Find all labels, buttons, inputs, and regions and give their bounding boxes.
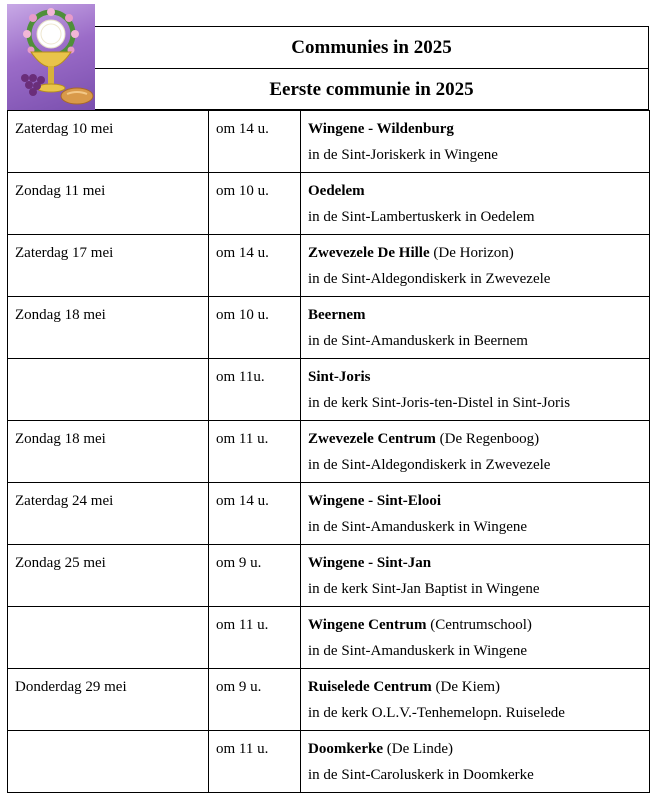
- date-cell: Zondag 18 mei: [8, 421, 209, 483]
- location-cell: [301, 669, 650, 731]
- location-cell: [301, 607, 650, 669]
- subtitle-row: [7, 69, 648, 111]
- place-name: Ruiselede Centrum: [308, 679, 432, 695]
- table-row: [8, 669, 650, 731]
- church-name: in de kerk O.L.V.-Tenhemelopn. Ruiselede: [308, 705, 565, 721]
- location-line: [308, 364, 642, 390]
- table-row: [8, 111, 650, 173]
- location-line: [308, 612, 642, 638]
- table-row: [8, 483, 650, 545]
- church-name: in de Sint-Amanduskerk in Wingene: [308, 643, 528, 659]
- place-name: Wingene - Sint-Jan: [308, 555, 432, 571]
- location-line: [308, 302, 642, 328]
- date-cell: Zondag 25 mei: [8, 545, 209, 607]
- place-name: Sint-Joris: [308, 369, 371, 385]
- place-note: (De Linde): [383, 741, 453, 757]
- time-cell: om 14 u.: [209, 235, 301, 297]
- place-note: (Centrumschool): [426, 617, 532, 633]
- date-cell: [8, 731, 209, 793]
- location-cell: [301, 359, 650, 421]
- date-cell: [8, 607, 209, 669]
- church-name: in de Sint-Amanduskerk in Beernem: [308, 333, 528, 349]
- table-row: [8, 545, 650, 607]
- church-name: in de Sint-Lambertuskerk in Oedelem: [308, 209, 535, 225]
- place-name: Wingene - Wildenburg: [308, 121, 454, 137]
- place-note: (De Regenboog): [435, 431, 540, 447]
- location-line: [308, 736, 642, 762]
- place-name: Doomkerke: [308, 741, 383, 757]
- location-line: [308, 488, 642, 514]
- location-line: [308, 178, 642, 204]
- place-note: (De Kiem): [431, 679, 501, 695]
- time-cell: om 9 u.: [209, 545, 301, 607]
- place-name: Wingene Centrum: [308, 617, 427, 633]
- church-name: in de Sint-Caroluskerk in Doomkerke: [308, 767, 534, 783]
- church-name: in de Sint-Amanduskerk in Wingene: [308, 519, 528, 535]
- place-name: Zwevezele De Hille: [308, 245, 430, 261]
- time-cell: om 10 u.: [209, 297, 301, 359]
- church-name: in de kerk Sint-Joris-ten-Distel in Sint-Joris: [308, 395, 571, 411]
- title-row: [95, 27, 648, 69]
- location-line: [308, 550, 642, 576]
- location-line: [308, 674, 642, 700]
- church-name: in de kerk Sint-Jan Baptist in Wingene: [308, 581, 540, 597]
- time-cell: om 14 u.: [209, 483, 301, 545]
- schedule-table: [7, 110, 650, 793]
- page-subtitle: Eerste communie in 2025: [269, 79, 474, 100]
- place-name: Beernem: [308, 307, 366, 323]
- location-line: [308, 426, 642, 452]
- location-cell: [301, 111, 650, 173]
- church-name: in de Sint-Aldegondiskerk in Zwevezele: [308, 457, 551, 473]
- page-title: Communies in 2025: [291, 36, 452, 58]
- location-line: [308, 116, 642, 142]
- date-cell: Zaterdag 10 mei: [8, 111, 209, 173]
- location-cell: [301, 235, 650, 297]
- time-cell: om 11 u.: [209, 607, 301, 669]
- location-cell: [301, 173, 650, 235]
- table-row: [8, 607, 650, 669]
- date-cell: Zaterdag 17 mei: [8, 235, 209, 297]
- date-cell: Zondag 11 mei: [8, 173, 209, 235]
- time-cell: om 11 u.: [209, 731, 301, 793]
- date-cell: Zaterdag 24 mei: [8, 483, 209, 545]
- table-row: [8, 235, 650, 297]
- date-cell: Zondag 18 mei: [8, 297, 209, 359]
- header: [95, 26, 649, 110]
- time-cell: om 14 u.: [209, 111, 301, 173]
- church-name: in de Sint-Aldegondiskerk in Zwevezele: [308, 271, 551, 287]
- time-cell: om 9 u.: [209, 669, 301, 731]
- date-cell: Donderdag 29 mei: [8, 669, 209, 731]
- table-row: [8, 421, 650, 483]
- place-name: Wingene - Sint-Elooi: [308, 493, 442, 509]
- date-cell: [8, 359, 209, 421]
- location-cell: [301, 421, 650, 483]
- time-cell: om 10 u.: [209, 173, 301, 235]
- location-cell: [301, 731, 650, 793]
- table-row: [8, 173, 650, 235]
- place-note: (De Horizon): [429, 245, 514, 261]
- location-line: [308, 240, 642, 266]
- place-name: Oedelem: [308, 183, 365, 199]
- table-row: [8, 731, 650, 793]
- location-cell: [301, 545, 650, 607]
- location-cell: [301, 297, 650, 359]
- table-row: [8, 297, 650, 359]
- church-name: in de Sint-Joriskerk in Wingene: [308, 147, 498, 163]
- time-cell: om 11 u.: [209, 421, 301, 483]
- time-cell: om 11u.: [209, 359, 301, 421]
- place-name: Zwevezele Centrum: [308, 431, 436, 447]
- location-cell: [301, 483, 650, 545]
- table-row: [8, 359, 650, 421]
